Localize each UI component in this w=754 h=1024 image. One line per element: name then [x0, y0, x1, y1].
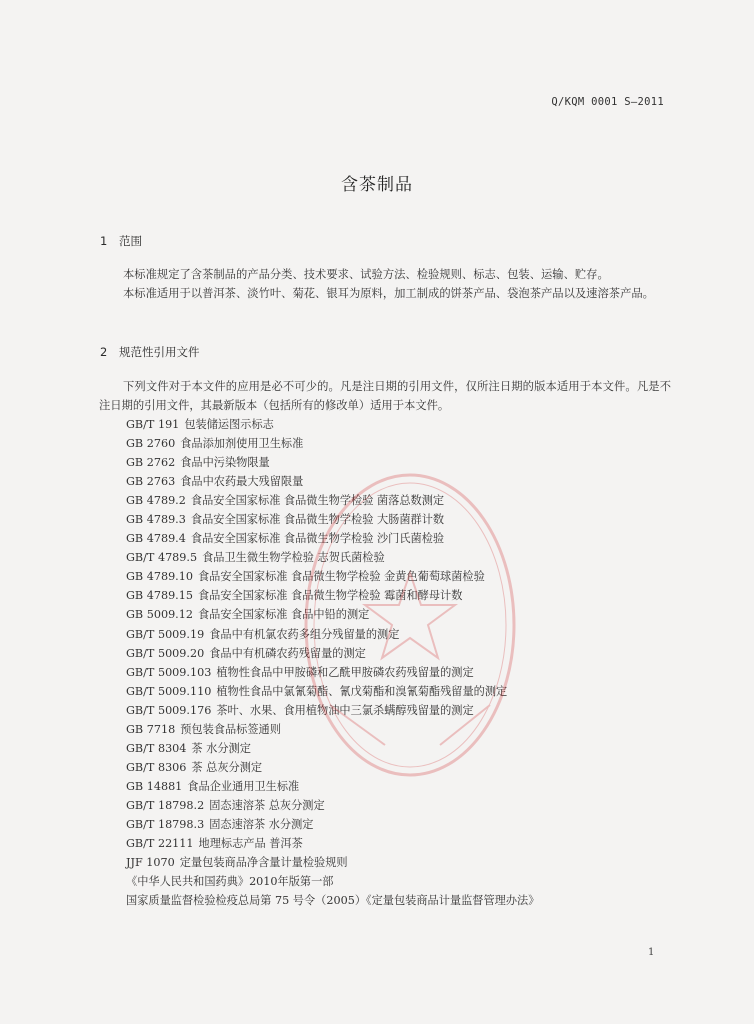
reference-title: 地理标志产品 普洱茶: [198, 837, 303, 851]
reference-title: 食品安全国家标准 食品微生物学检验 霉菌和酵母计数: [197, 589, 463, 603]
references-intro-paragraph: 下列文件对于本文件的应用是必不可少的。凡是注日期的引用文件，仅所注日期的版本适用于本文件。凡是不注日期的引用文件，其最新版本（包括所有的修改单）适用于本文件。: [99, 380, 671, 412]
reference-code: GB 2760: [126, 437, 176, 451]
reference-title: 国家质量监督检验检疫总局第 75 号令（2005）《定量包装商品计量监督管理办法》: [126, 894, 540, 908]
reference-code: GB 4789.10: [126, 570, 193, 584]
reference-title: 茶 总灰分测定: [191, 760, 263, 774]
reference-item: [126, 796, 539, 815]
reference-item: [126, 739, 539, 758]
reference-title: 食品企业通用卫生标准: [187, 779, 300, 793]
reference-code: GB 4789.15: [126, 589, 193, 603]
reference-title: 植物性食品中氯氰菊酯、氰戊菊酯和溴氰菊酯残留量的测定: [216, 684, 508, 698]
reference-item: [126, 434, 539, 453]
reference-item: [126, 529, 539, 548]
reference-title: 食品卫生微生物学检验 志贺氏菌检验: [202, 551, 385, 565]
reference-item: [126, 663, 539, 682]
reference-item: [126, 625, 539, 644]
reference-code: GB/T 8306: [126, 760, 187, 774]
section-number: 1: [100, 234, 108, 248]
reference-code: GB/T 18798.3: [126, 817, 205, 831]
reference-code: GB 4789.3: [126, 513, 186, 527]
reference-title: 食品中农药最大残留限量: [180, 475, 304, 489]
reference-item: [126, 548, 539, 567]
section-title: 规范性引用文件: [119, 345, 200, 359]
reference-code: JJF 1070: [126, 856, 175, 870]
reference-title: 植物性食品中甲胺磷和乙酰甲胺磷农药残留量的测定: [216, 665, 474, 679]
scope-paragraph-2: 本标准适用于以普洱茶、淡竹叶、菊花、银耳为原料，加工制成的饼茶产品、袋泡茶产品以及速溶茶产品。: [123, 287, 654, 300]
scope-paragraph-1: 本标准规定了含茶制品的产品分类、技术要求、试验方法、检验规则、标志、包装、运输、贮存。: [123, 268, 609, 281]
reference-title: 食品添加剂使用卫生标准: [180, 437, 304, 451]
reference-title: 茶叶、水果、食用植物油中三氯杀螨醇残留量的测定: [216, 703, 474, 717]
reference-code: GB/T 5009.20: [126, 646, 205, 660]
normative-references-list: [126, 415, 539, 910]
reference-code: GB/T 5009.176: [126, 703, 212, 717]
page-number: 1: [648, 947, 655, 958]
reference-item: [126, 567, 539, 586]
reference-code: GB/T 4789.5: [126, 551, 198, 565]
section-number: 2: [100, 345, 108, 359]
reference-code: GB/T 22111: [126, 837, 194, 851]
reference-code: GB/T 5009.110: [126, 684, 212, 698]
reference-title: 茶 水分测定: [191, 741, 251, 755]
reference-item: [126, 720, 539, 739]
reference-code: GB 2763: [126, 475, 176, 489]
reference-item: [126, 853, 539, 872]
reference-code: GB 4789.4: [126, 532, 186, 546]
section-2-heading: [100, 344, 200, 360]
reference-title: 定量包装商品净含量计量检验规则: [179, 856, 348, 870]
reference-item: [126, 758, 539, 777]
reference-item: [126, 453, 539, 472]
reference-code: GB/T 191: [126, 418, 180, 431]
reference-title: 食品安全国家标准 食品微生物学检验 沙门氏菌检验: [190, 532, 445, 546]
reference-title: 包装储运图示标志: [184, 418, 274, 431]
reference-title: 食品中有机氯农药多组分残留量的测定: [209, 627, 400, 641]
document-title: 含茶制品: [341, 175, 413, 195]
reference-code: GB 4789.2: [126, 494, 186, 508]
reference-item: [126, 586, 539, 605]
reference-code: GB/T 8304: [126, 741, 187, 755]
reference-title: 食品中污染物限量: [180, 456, 270, 470]
reference-item: [126, 605, 539, 624]
reference-item: [126, 644, 539, 663]
reference-title: 食品安全国家标准 食品中铅的测定: [197, 608, 370, 622]
reference-title: 食品安全国家标准 食品微生物学检验 菌落总数测定: [190, 494, 445, 508]
reference-title: 食品安全国家标准 食品微生物学检验 大肠菌群计数: [190, 513, 445, 527]
reference-item: [126, 701, 539, 720]
reference-title: 食品中有机磷农药残留量的测定: [209, 646, 366, 660]
reference-title: 固态速溶茶 水分测定: [209, 817, 314, 831]
reference-title: 《中华人民共和国药典》2010年版第一部: [126, 875, 334, 889]
reference-item: [126, 872, 539, 891]
reference-item: [126, 472, 539, 491]
reference-item: [126, 510, 539, 529]
reference-title: 食品安全国家标准 食品微生物学检验 金黄色葡萄球菌检验: [197, 570, 485, 584]
reference-code: GB/T 5009.19: [126, 627, 205, 641]
section-title: 范围: [119, 234, 142, 248]
reference-code: GB/T 18798.2: [126, 798, 205, 812]
reference-item: [126, 777, 539, 796]
reference-code: GB 5009.12: [126, 608, 193, 622]
reference-item: [126, 491, 539, 510]
reference-item: [126, 815, 539, 834]
reference-code: GB 14881: [126, 779, 183, 793]
reference-code: GB 7718: [126, 722, 176, 736]
standard-number: Q/KQM 0001 S—2011: [551, 96, 664, 108]
reference-code: GB 2762: [126, 456, 176, 470]
reference-title: 预包装食品标签通则: [180, 722, 281, 736]
reference-item: [126, 891, 539, 910]
reference-code: GB/T 5009.103: [126, 665, 212, 679]
reference-item: [126, 834, 539, 853]
section-1-heading: [100, 233, 142, 249]
reference-item: [126, 415, 539, 434]
reference-title: 固态速溶茶 总灰分测定: [209, 798, 325, 812]
reference-item: [126, 682, 539, 701]
